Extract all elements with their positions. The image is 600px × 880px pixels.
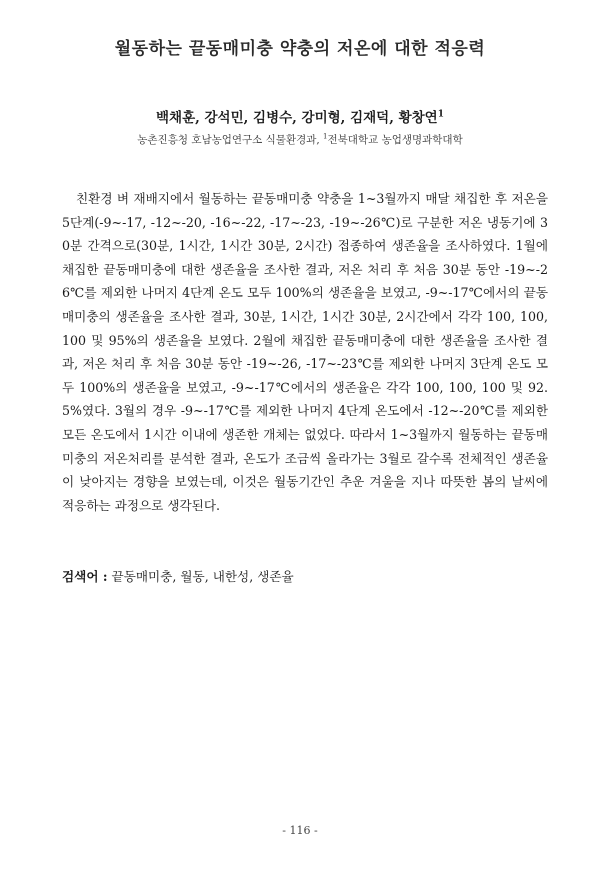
paper-title: 월동하는 끝동매미충 약충의 저온에 대한 적응력 [114,39,486,59]
keywords-list: 끝동매미충, 월동, 내한성, 생존율 [107,569,294,584]
abstract-body: 친환경 벼 재배지에서 월동하는 끝동매미충 약충을 1~3월까지 매달 채집한 후 저온을 5단계(-9~-17, -12~-20, -16~-22, -17~-23, -19~-26℃)로 구분한 저온 냉동기에 30분 간격으로(30분, 1시간, 1시간 30분, 2시간) 접종하여 생존율을 조사하였다. 1월에 채집한 끝동매미충에 대한 생존율을 조사한 결과, 저온 처리 후 처음 30분 동안 -19~-26℃를 제외한 나머지 4단계 온도 모두 100%의 생존율을 보였고, -9~-17℃에서의 끝동매미충의 생존율을 조사한 결과, 30분, 1시간, 1시간 30분, 2시간에서 각각 100, 100, 100 및 95%의 생존율을 보였다. 2월에 채집한 끝동매미충에 대한 생존율을 조사한 결과, 저온 처리 후 처음 30분 동안 -19~-26, -17~-23℃를 제외한 나머지 3단계 온도 모두 100%의 생존율을 보였고, -9~-17℃에서의 생존율은 각각 100, 100, 100 및 92.5%였다. 3월의 경우 -9~-17℃를 제외한 나머지 4단계 온도에서 -12~-20℃를 제외한 모든 온도에서 1시간 이내에 생존한 개체는 없었다. 따라서 1~3월까지 월동하는 끝동매미충의 저온처리를 분석한 결과, 온도가 조금씩 올라가는 3월로 갈수록 전체적인 생존율이 낮아지는 경향을 보였는데, 이것은 월동기간인 추운 겨울을 지나 따뜻한 봄의 날씨에 적응하는 과정으로 생각된다. [62,191,548,513]
affiliation-main: 농촌진흥청 호남농업연구소 식물환경과, [137,134,324,146]
author-superscript: 1 [437,109,444,120]
affiliation-superscript: 1 [323,132,328,141]
keywords-line [62,566,548,585]
author-names: 백채훈, 강석민, 김병수, 강미형, 김재덕, 황창연 [155,110,438,126]
affiliation-second: 전북대학교 농업생명과학대학 [327,134,463,146]
author-list [0,106,600,126]
keywords-label: 검색어 : [62,569,108,584]
page-number: - 116 - [282,824,318,837]
affiliation-line [0,132,600,147]
